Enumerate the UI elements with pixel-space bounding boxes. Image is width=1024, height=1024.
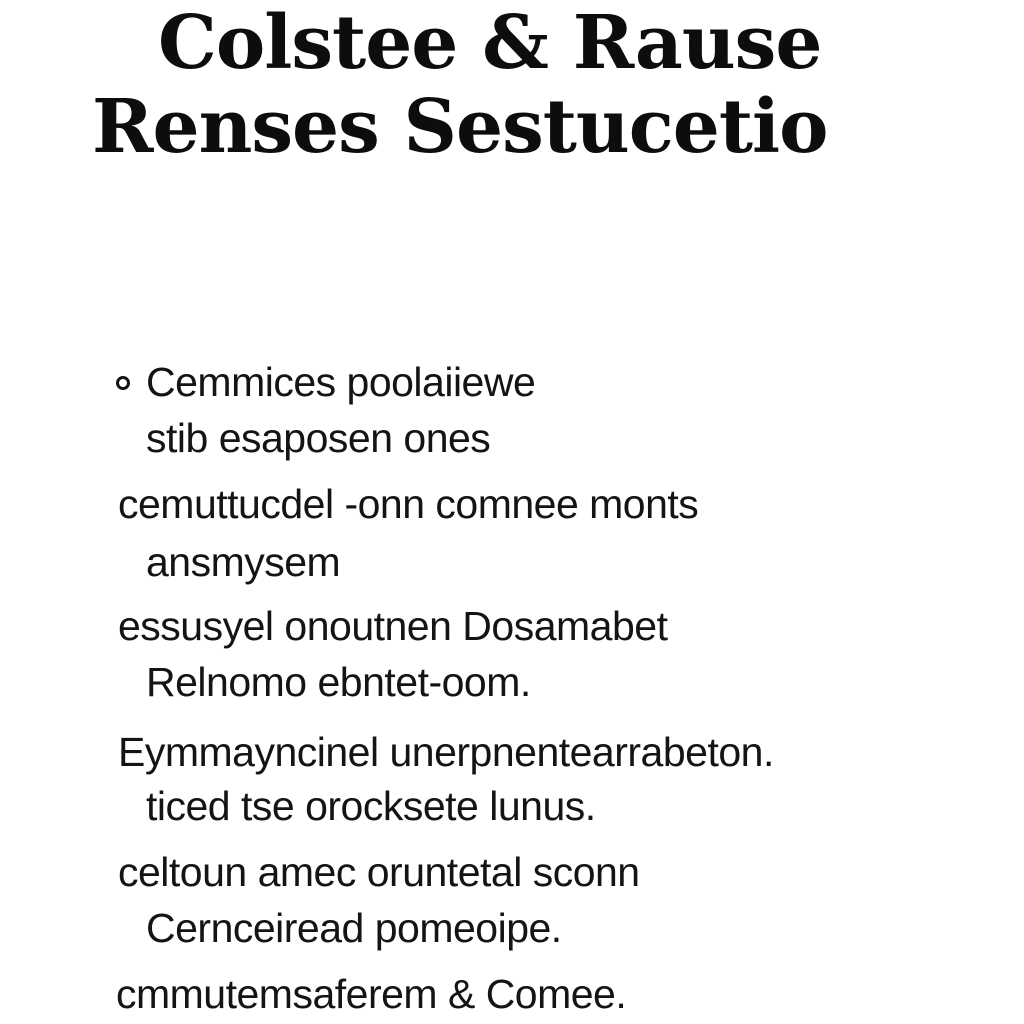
- body-line-8: ticed tse orocksete lunus.: [146, 783, 596, 829]
- title-line-2: Renses Sestucetio: [92, 84, 828, 170]
- body-line-2: stib esaposen ones: [146, 415, 491, 461]
- body-line-7: Eymmayncinel unerpnentearrabeton.: [118, 729, 774, 775]
- body-line-1: Cemmices poolaiiewe: [146, 359, 536, 405]
- body-line-11: cmmutemsaferem & Comee.: [116, 971, 627, 1017]
- body-line-10: Cernceiread pomeoipe.: [146, 905, 562, 951]
- bullet-icon: [116, 376, 130, 390]
- body-line-3: cemuttucdel -onn comnee monts: [118, 481, 699, 527]
- body-line-5: essusyel onoutnen Dosamabet: [118, 603, 668, 649]
- title-line-1: Colstee & Rause: [158, 0, 822, 86]
- body-line-9: celtoun amec oruntetal sconn: [118, 849, 640, 895]
- body-line-6: Relnomo ebntet-oom.: [146, 659, 531, 705]
- body-line-4: ansmysem: [146, 539, 341, 585]
